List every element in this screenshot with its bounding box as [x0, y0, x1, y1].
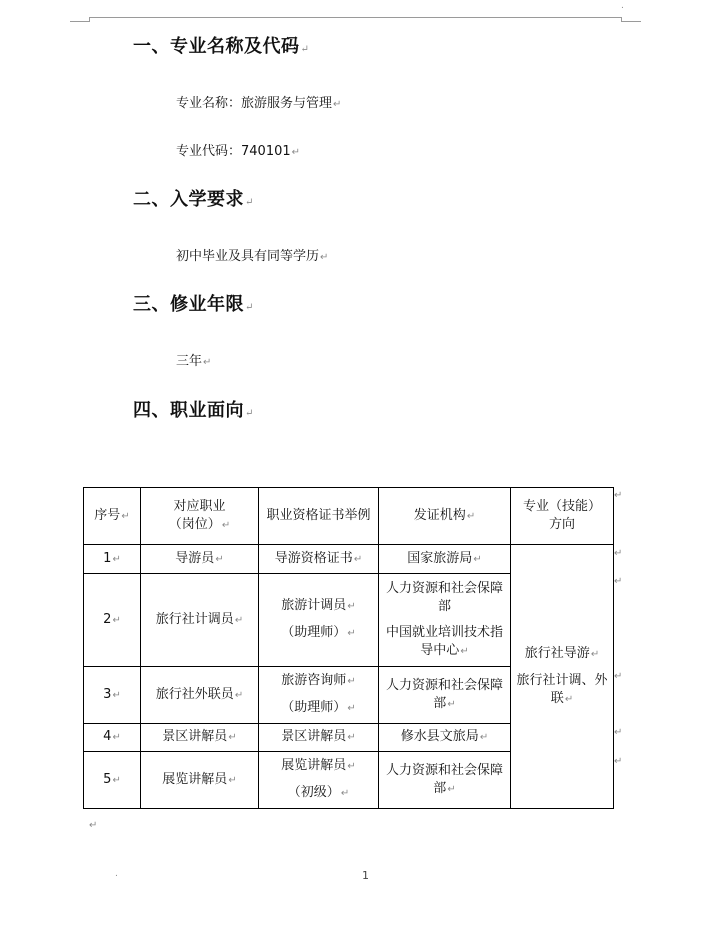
- crop-mark-top-left-h: [70, 21, 89, 22]
- row-cert: 展览讲解员↵ （初级）↵: [259, 752, 379, 809]
- major-code: 专业代码：740101↵: [176, 144, 301, 159]
- duration-text: 三年↵: [176, 354, 212, 369]
- header-direction: 专业（技能） 方向: [511, 488, 614, 545]
- row-end-mark: ↵: [614, 756, 623, 767]
- row-end-mark: ↵: [614, 727, 623, 738]
- row-cert: 旅游计调员↵ （助理师）↵: [259, 574, 379, 667]
- row-job: 景区讲解员↵: [141, 724, 259, 752]
- section-heading-major: 一、专业名称及代码↵: [133, 36, 310, 57]
- row-end-mark: ↵: [614, 671, 623, 682]
- admission-text: 初中毕业及具有同等学历↵: [176, 249, 329, 264]
- row-job: 旅行社外联员↵: [141, 667, 259, 724]
- row-seq: 4↵: [84, 724, 141, 752]
- row-org: 修水县文旅局↵: [379, 724, 511, 752]
- row-job: 旅行社计调员↵: [141, 574, 259, 667]
- section-heading-admission: 二、入学要求↵: [133, 189, 254, 210]
- row-end-mark: ↵: [614, 548, 623, 559]
- row-end-mark: ↵: [614, 576, 623, 587]
- header-job: 对应职业 （岗位）↵: [141, 488, 259, 545]
- major-name: 专业名称：旅游服务与管理↵: [176, 96, 342, 111]
- paragraph-mark-after-table: ↵: [89, 820, 98, 831]
- row-seq: 2↵: [84, 574, 141, 667]
- row-org: 人力资源和社会保障部↵: [379, 667, 511, 724]
- row-cert: 旅游咨询师↵ （助理师）↵: [259, 667, 379, 724]
- header-org: 发证机构↵: [379, 488, 511, 545]
- row-cert: 导游资格证书↵: [259, 545, 379, 574]
- section-heading-career: 四、职业面向↵: [133, 400, 254, 421]
- header-cert: 职业资格证书举例: [259, 488, 379, 545]
- corner-mark-bottom-left: .: [115, 869, 118, 879]
- row-org: 人力资源和社会保障部↵: [379, 752, 511, 809]
- row-seq: 1↵: [84, 545, 141, 574]
- table-row: [84, 545, 614, 574]
- career-table: [83, 487, 614, 809]
- section-heading-duration: 三、修业年限↵: [133, 294, 254, 315]
- crop-mark-top-right-v: [621, 17, 622, 22]
- page-top-rule: [89, 17, 621, 18]
- header-seq: 序号↵: [84, 488, 141, 545]
- corner-mark-top-right: .: [621, 1, 624, 11]
- table-header-row: [84, 488, 614, 545]
- row-end-mark: ↵: [614, 490, 623, 501]
- row-seq: 3↵: [84, 667, 141, 724]
- row-org: 人力资源和社会保障部 中国就业培训技术指导中心↵: [379, 574, 511, 667]
- page-number: 1: [362, 869, 369, 882]
- row-seq: 5↵: [84, 752, 141, 809]
- row-job: 展览讲解员↵: [141, 752, 259, 809]
- row-cert: 景区讲解员↵: [259, 724, 379, 752]
- row-org: 国家旅游局↵: [379, 545, 511, 574]
- row-job: 导游员↵: [141, 545, 259, 574]
- crop-mark-top-right-h: [621, 21, 641, 22]
- direction-cell: 旅行社导游↵ 旅行社计调、外联↵: [511, 545, 614, 809]
